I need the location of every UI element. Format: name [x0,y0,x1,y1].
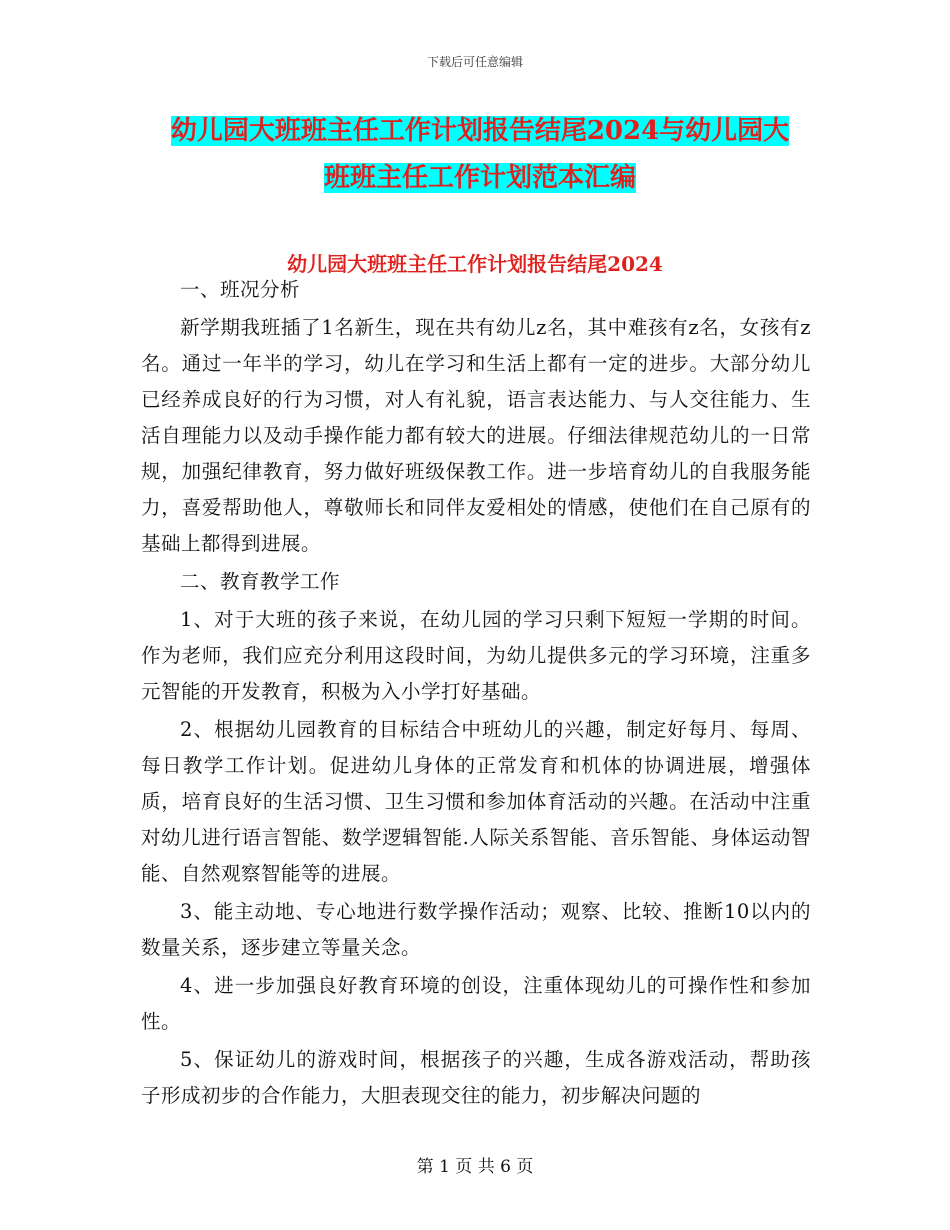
paragraph-item-4: 4、进一步加强良好教育环境的创设，注重体现幼儿的可操作性和参加性。 [141,974,811,1033]
section-title: 幼儿园大班班主任工作计划报告结尾2024 [287,252,663,276]
header-note: 下载后可任意编辑 [426,55,523,69]
document-title-line-2: 班班主任工作计划范本汇编 [323,163,636,193]
paragraph-item-2: 2、根据幼儿园教育的目标结合中班幼儿的兴趣，制定好每月、每周、每日教学工作计划。促进幼儿身体的正常发育和机体的协调进展，增强体质，培育良好的生活习惯、卫生习惯和参加体育活动的兴趣。在活动中注重对幼儿进行语言智能、数学逻辑智能.人际关系智能、音乐智能、身体运动智能、自然观察智能等的进展。 [141,718,811,885]
document-title-line-1: 幼儿园大班班主任工作计划报告结尾2024与幼儿园大 [170,116,790,146]
heading-class-analysis: 一、班况分析 [180,278,301,301]
document-body [141,272,811,1114]
paragraph-item-3: 3、能主动地、专心地进行数学操作活动；观察、比较、推断10以内的数量关系，逐步建立等量关念。 [141,900,811,959]
paragraph-item-1: 1、对于大班的孩子来说，在幼儿园的学习只剩下短短一学期的时间。作为老师，我们应充分利用这段时间，为幼儿提供多元的学习环境，注重多元智能的开发教育，积极为入小学打好基础。 [141,608,811,703]
paragraph-class-analysis: 新学期我班插了1名新生，现在共有幼儿z名，其中难孩有z名，女孩有z名。通过一年半的学习，幼儿在学习和生活上都有一定的进步。大部分幼儿已经养成良好的行为习惯，对人有礼貌，语言表达能力、与人交往能力、生活自理能力以及动手操作能力都有较大的进展。仔细法律规范幼儿的一日常规，加强纪律教育，努力做好班级保教工作。进一步培育幼儿的自我服务能力，喜爱帮助他人，尊敬师长和同伴友爱相处的情感，使他们在自己原有的基础上都得到进展。 [141,316,811,555]
document-title [140,108,820,202]
paragraph-item-5: 5、保证幼儿的游戏时间，根据孩子的兴趣，生成各游戏活动，帮助孩子形成初步的合作能力，大胆表现交往的能力，初步解决问题的 [141,1048,811,1107]
heading-teaching-work: 二、教育教学工作 [180,570,341,593]
page-footer: 第 1 页 共 6 页 [416,1157,534,1177]
